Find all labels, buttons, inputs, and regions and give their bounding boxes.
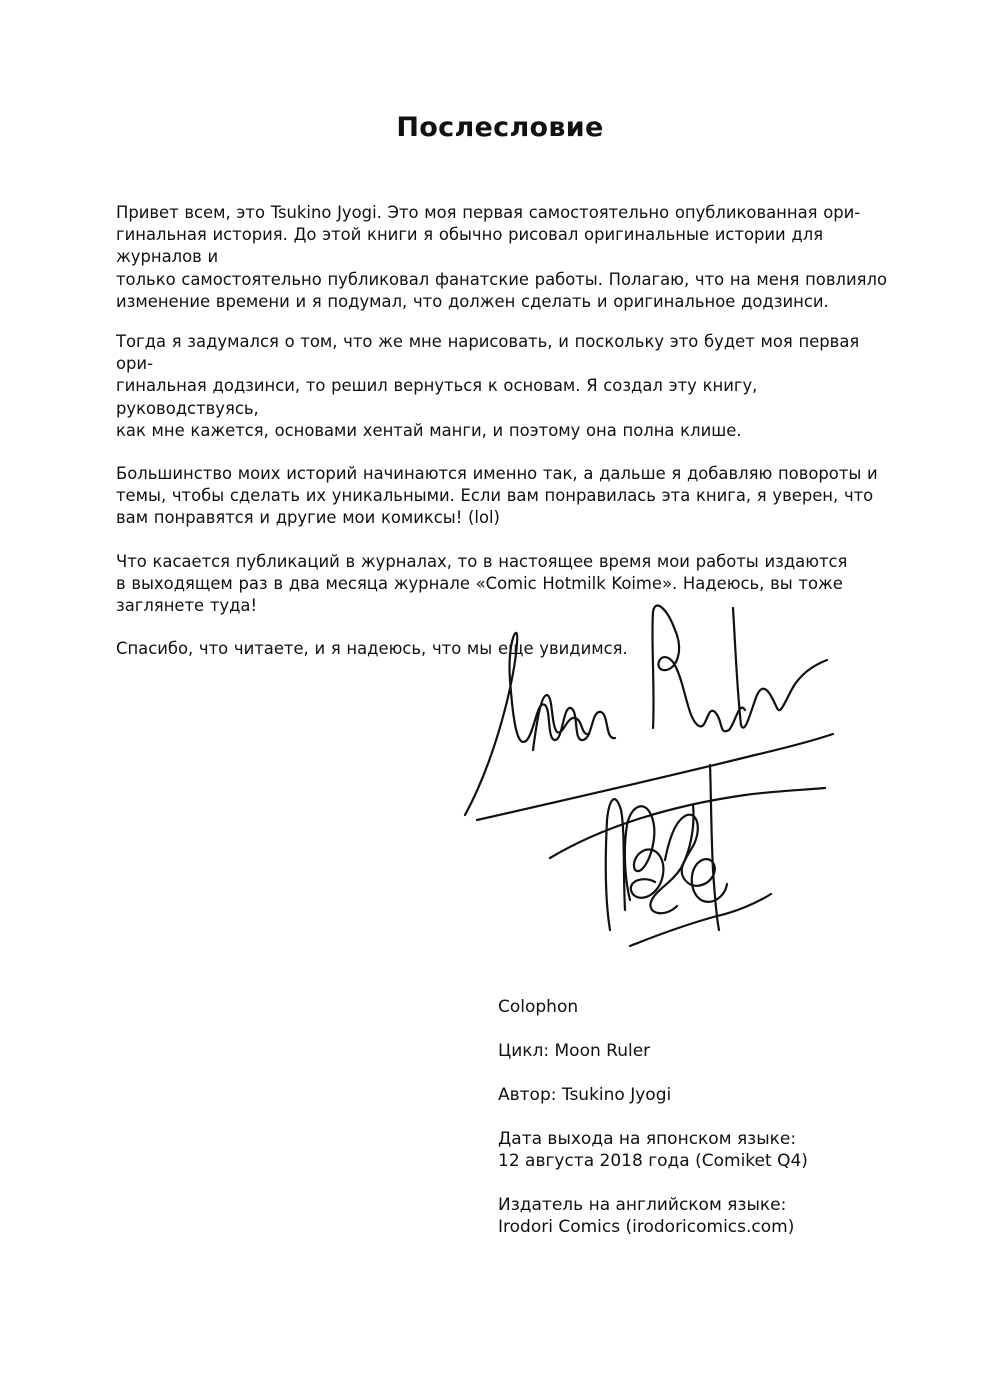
colophon-publisher-value: Irodori Comics (irodoricomics.com): [498, 1217, 795, 1237]
colophon-publisher: [498, 1194, 938, 1238]
colophon: [498, 996, 938, 1260]
paragraph: Что касается публикаций в журналах, то в настоящее время мои работы издаются в выходящем раз в два месяца журнале «Comic Hotmilk Koime». Надеюсь, вы тоже заглянете туда!: [116, 551, 848, 616]
paragraph: Большинство моих историй начинаются именно так, а дальше я добавляю повороты и темы, чтобы сделать их уникальными. Если вам понравилась эта книга, я уверен, что вам понравятся и другие мои комиксы! (lol): [116, 464, 878, 528]
page-title: Послесловие: [396, 112, 604, 143]
colophon-release: [498, 1128, 938, 1172]
handwritten-signature-icon: [455, 600, 855, 950]
colophon-heading: Colophon: [498, 997, 579, 1017]
colophon-release-value: 12 августа 2018 года (Comiket Q4): [498, 1151, 808, 1171]
colophon-publisher-label: Издатель на английском языке:: [498, 1195, 787, 1215]
paragraph: Привет всем, это Tsukino Jyogi. Это моя первая самостоятельно опубликованная ори- гинальная история. До этой книги я обычно рисовал оригинальные истории для журналов и только самостоятельно публиковал фанатские работы. Полагаю, что на меня повлияло изменение времени и я подумал, что должен сделать и оригинальное додзинси.: [116, 203, 887, 311]
colophon-author: [498, 1084, 938, 1106]
colophon-series: [498, 1040, 938, 1062]
colophon-series-text: Цикл: Moon Ruler: [498, 1041, 651, 1061]
paragraph: Спасибо, что читаете, и я надеюсь, что мы еще увидимся.: [116, 639, 628, 659]
colophon-release-label: Дата выхода на японском языке:: [498, 1129, 797, 1149]
paragraph: Тогда я задумался о том, что же мне нарисовать, и поскольку это будет моя первая ори- гинальная додзинси, то решил вернуться к основам. Я создал эту книгу, руководствуясь, как мне кажется, основами хентай манги, и поэтому она полна клише.: [116, 332, 860, 440]
colophon-author-text: Автор: Tsukino Jyogi: [498, 1085, 672, 1105]
